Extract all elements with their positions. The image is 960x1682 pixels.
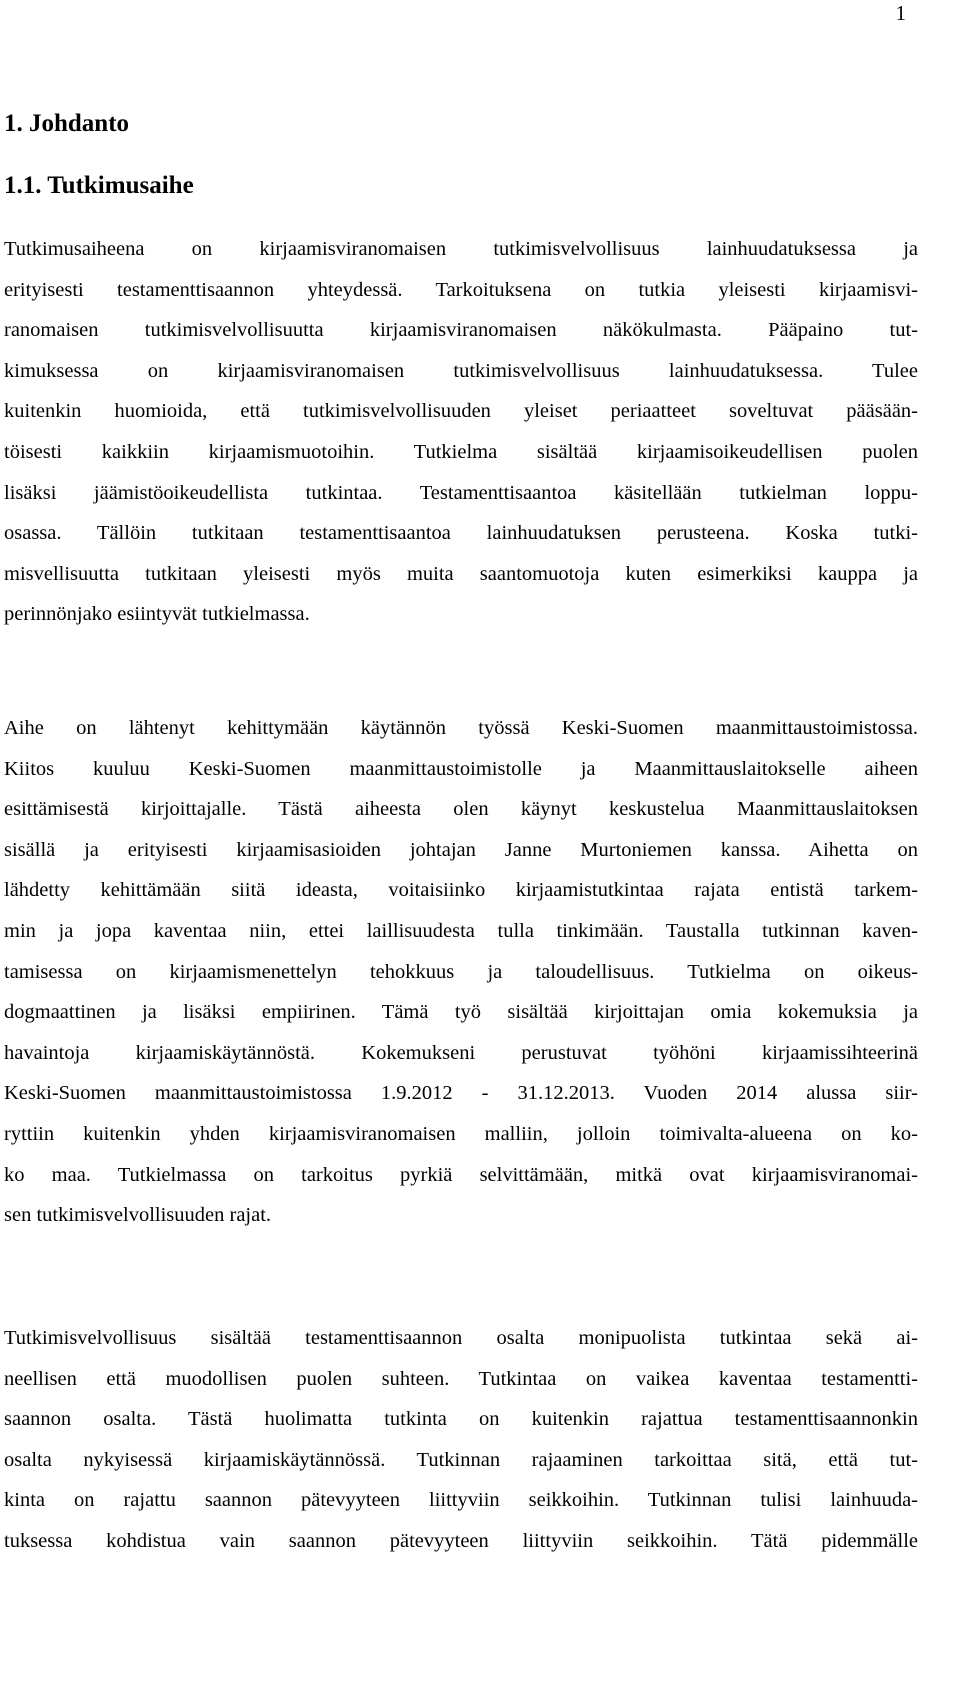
paragraph-line: sen tutkimisvelvollisuuden rajat. — [4, 1204, 272, 1227]
paragraph-line: kinta on rajattu saannon pätevyyteen liittyviin seikkoihin. Tutkinnan tulisi lainhuuda- — [4, 1489, 918, 1512]
paragraph-line: Keski-Suomen maanmittaustoimistossa 1.9.2012 - 31.12.2013. Vuoden 2014 alussa siir- — [4, 1082, 918, 1105]
paragraph-line: neellisen että muodollisen puolen suhteen. Tutkintaa on vaikea kaventaa testamentti- — [4, 1367, 918, 1390]
paragraph-3 — [4, 1318, 918, 1562]
paragraph-line: havaintoja kirjaamiskäytännöstä. Kokemukseni perustuvat työhöni kirjaamissihteerinä — [4, 1041, 918, 1064]
paragraph-line: osassa. Tällöin tutkitaan testamenttisaantoa lainhuudatuksen perusteena. Koska tutki- — [4, 522, 918, 545]
paragraph-line: Tutkimusaiheena on kirjaamisviranomaisen tutkimisvelvollisuus lainhuudatuksessa ja — [4, 238, 918, 260]
paragraph-line: Aihe on lähtenyt kehittymään käytännön työssä Keski-Suomen maanmittaustoimistossa. — [4, 717, 918, 739]
paragraph-line: tuksessa kohdistua vain saannon pätevyyteen liittyviin seikkoihin. Tätä pidemmälle — [4, 1529, 918, 1552]
paragraph-line: ryttiin kuitenkin yhden kirjaamisviranomaisen malliin, jolloin toimivalta-alueena on ko- — [4, 1122, 918, 1145]
paragraph-line: ranomaisen tutkimisvelvollisuutta kirjaamisviranomaisen näkökulmasta. Pääpaino tut- — [4, 319, 918, 342]
paragraph-line: saannon osalta. Tästä huolimatta tutkinta on kuitenkin rajattua testamenttisaannonkin — [4, 1408, 918, 1431]
paragraph-line: Tutkimisvelvollisuus sisältää testamenttisaannon osalta monipuolista tutkintaa sekä ai- — [4, 1327, 918, 1349]
paragraph-line: töisesti kaikkiin kirjaamismuotoihin. Tutkielma sisältää kirjaamisoikeudellisen puolen — [4, 440, 918, 463]
paragraph-line: osalta nykyisessä kirjaamiskäytännössä. Tutkinnan rajaaminen tarkoittaa sitä, että tut- — [4, 1448, 918, 1471]
paragraph-line: dogmaattinen ja lisäksi empiirinen. Tämä työ sisältää kirjoittajan omia kokemuksia ja — [4, 1001, 918, 1024]
chapter-heading: 1. Johdanto — [4, 110, 130, 137]
paragraph-line: kuitenkin huomioida, että tutkimisvelvollisuuden yleiset periaatteet soveltuvat pääsään- — [4, 400, 918, 423]
paragraph-line: sisällä ja erityisesti kirjaamisasioiden johtajan Janne Murtoniemen kanssa. Aihetta on — [4, 838, 918, 861]
paragraph-line: misvellisuutta tutkitaan yleisesti myös muita saantomuotoja kuten esimerkiksi kauppa ja — [4, 562, 918, 585]
paragraph-line: min ja jopa kaventaa niin, ettei laillisuudesta tulla tinkimään. Taustalla tutkinnan kaven- — [4, 919, 918, 942]
paragraph-line: lähdetty kehittämään siitä ideasta, voitaisiinko kirjaamistutkintaa rajata entistä tarkem- — [4, 879, 918, 902]
paragraph-1 — [4, 229, 918, 635]
page-number: 1 — [895, 1, 906, 25]
paragraph-line: perinnönjako esiintyvät tutkielmassa. — [4, 603, 310, 626]
section-heading: 1.1. Tutkimusaihe — [4, 172, 194, 199]
paragraph-line: lisäksi jäämistöoikeudellista tutkintaa. Testamenttisaantoa käsitellään tutkielman loppu- — [4, 481, 918, 504]
paragraph-line: Kiitos kuuluu Keski-Suomen maanmittaustoimistolle ja Maanmittauslaitokselle aiheen — [4, 757, 918, 780]
paragraph-line: esittämisestä kirjoittajalle. Tästä aiheesta olen käynyt keskustelua Maanmittauslaitoksen — [4, 798, 918, 821]
paragraph-2 — [4, 708, 918, 1236]
paragraph-line: erityisesti testamenttisaannon yhteydessä. Tarkoituksena on tutkia yleisesti kirjaamisvi- — [4, 278, 918, 301]
paragraph-line: tamisessa on kirjaamismenettelyn tehokkuus ja taloudellisuus. Tutkielma on oikeus- — [4, 960, 918, 983]
paragraph-line: kimuksessa on kirjaamisviranomaisen tutkimisvelvollisuus lainhuudatuksessa. Tulee — [4, 359, 918, 382]
paragraph-line: ko maa. Tutkielmassa on tarkoitus pyrkiä selvittämään, mitkä ovat kirjaamisviranomai- — [4, 1163, 918, 1186]
